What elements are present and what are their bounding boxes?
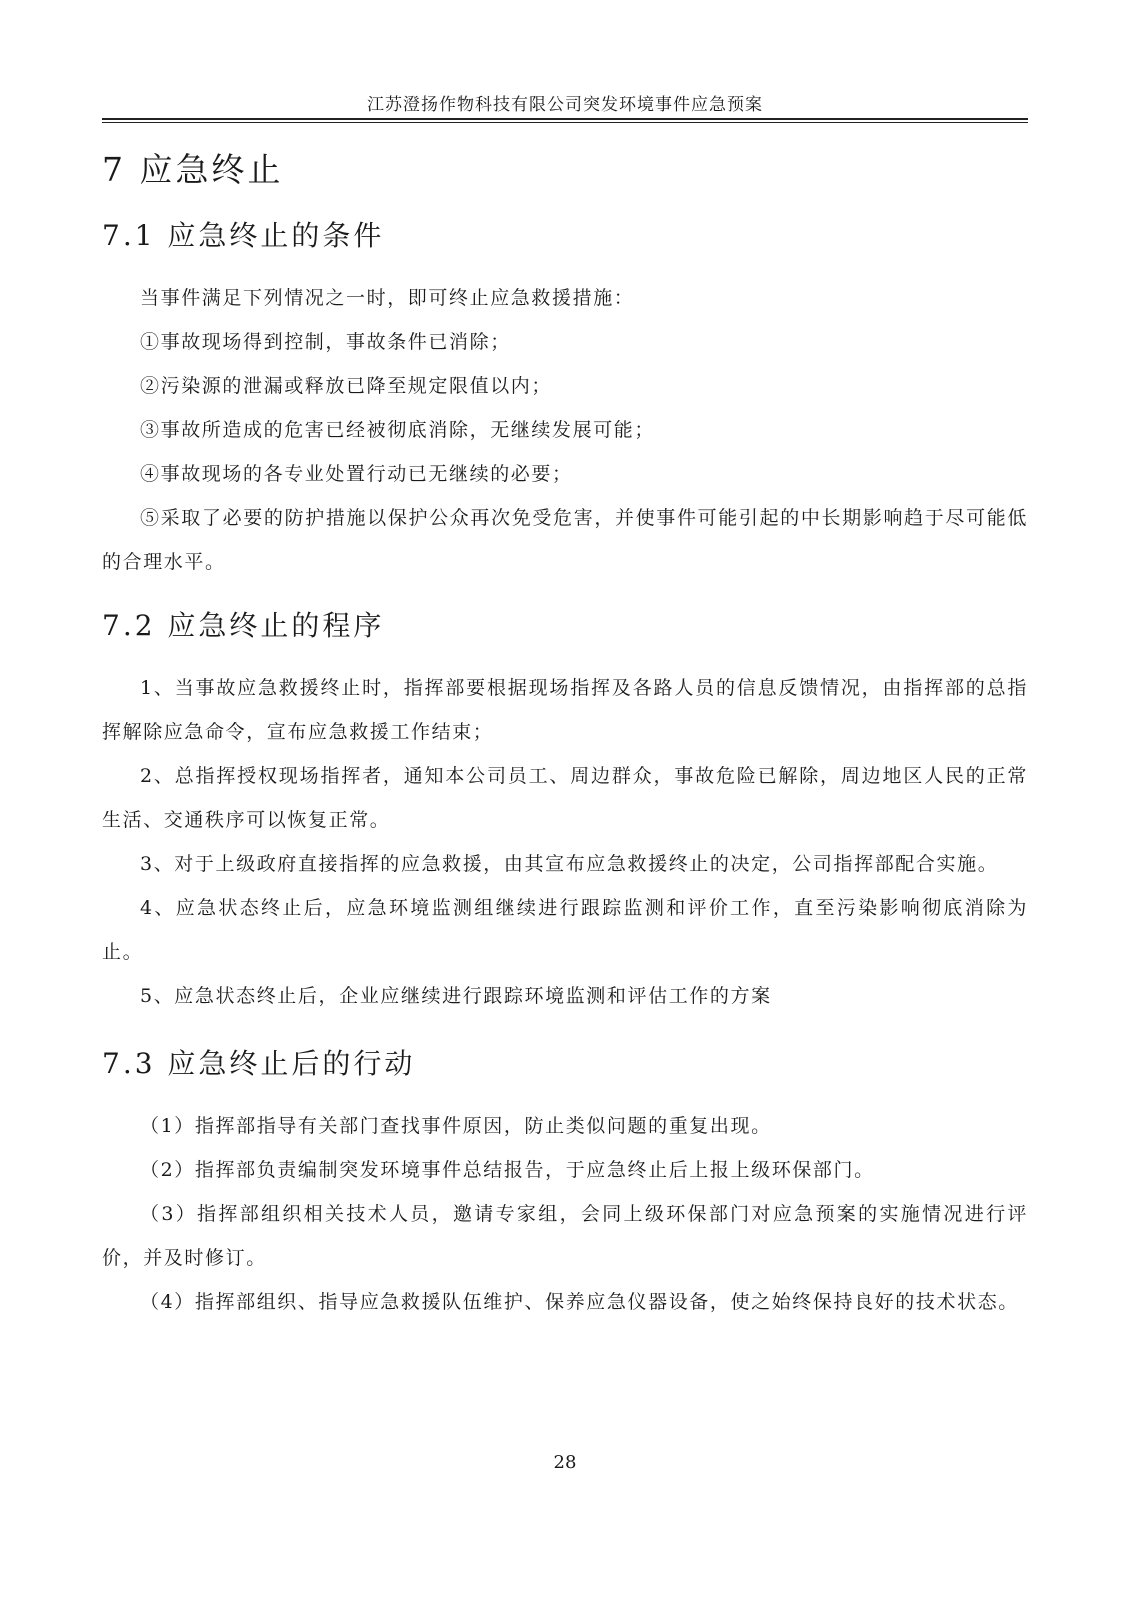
chapter-title: 7 应急终止: [102, 150, 284, 189]
paragraph: ④事故现场的各专业处置行动已无继续的必要；: [140, 463, 573, 485]
paragraph: 3、对于上级政府直接指挥的应急救援，由其宣布应急救援终止的决定，公司指挥部配合实施。: [140, 853, 999, 875]
section-body-7-1: [102, 276, 1028, 584]
page-number: 28: [553, 1452, 577, 1473]
paragraph: 1、当事故应急救援终止时，指挥部要根据现场指挥及各路人员的信息反馈情况，由指挥部的总指挥解除应急命令，宣布应急救援工作结束；: [102, 677, 1028, 743]
page-header: 江苏澄扬作物科技有限公司突发环境事件应急预案: [367, 95, 763, 115]
paragraph: 2、总指挥授权现场指挥者，通知本公司员工、周边群众，事故危险已解除，周边地区人民的正常生活、交通秩序可以恢复正常。: [102, 765, 1028, 831]
paragraph: ③事故所造成的危害已经被彻底消除，无继续发展可能；: [140, 419, 656, 441]
section-title-7-3: 7.3 应急终止后的行动: [102, 1047, 416, 1080]
paragraph: （1）指挥部指导有关部门查找事件原因，防止类似问题的重复出现。: [140, 1115, 772, 1137]
header-rule: [102, 118, 1028, 123]
document-body: [102, 140, 1028, 1324]
section-body-7-2: [102, 666, 1028, 1018]
section-title-7-2: 7.2 应急终止的程序: [102, 609, 385, 642]
paragraph: 5、应急状态终止后，企业应继续进行跟踪环境监测和评估工作的方案: [140, 985, 772, 1007]
paragraph: 当事件满足下列情况之一时，即可终止应急救援措施：: [140, 287, 635, 309]
paragraph: （2）指挥部负责编制突发环境事件总结报告，于应急终止后上报上级环保部门。: [140, 1159, 875, 1181]
paragraph: （4）指挥部组织、指导应急救援队伍维护、保养应急仪器设备，使之始终保持良好的技术状态。: [140, 1291, 1019, 1313]
paragraph: 4、应急状态终止后，应急环境监测组继续进行跟踪监测和评价工作，直至污染影响彻底消除为止。: [102, 897, 1028, 963]
paragraph: ①事故现场得到控制，事故条件已消除；: [140, 331, 511, 353]
section-body-7-3: [102, 1104, 1028, 1324]
paragraph: ②污染源的泄漏或释放已降至规定限值以内；: [140, 375, 553, 397]
paragraph: （3）指挥部组织相关技术人员，邀请专家组，会同上级环保部门对应急预案的实施情况进行评价，并及时修订。: [102, 1203, 1028, 1269]
paragraph: ⑤采取了必要的防护措施以保护公众再次免受危害，并使事件可能引起的中长期影响趋于尽可能低的合理水平。: [102, 507, 1028, 573]
section-title-7-1: 7.1 应急终止的条件: [102, 219, 385, 252]
